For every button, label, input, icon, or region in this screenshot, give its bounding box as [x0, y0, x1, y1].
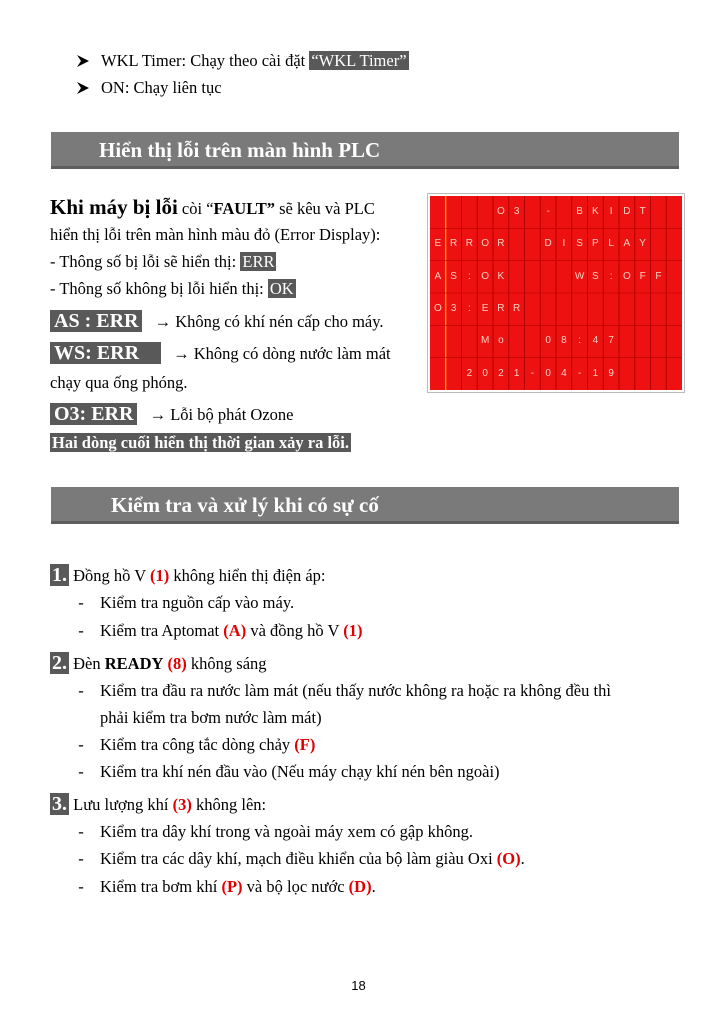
troubleshoot-item — [100, 592, 294, 614]
bullet-text: ON: Chạy liên tục — [101, 78, 222, 97]
text-run: Kiểm tra bơm khí — [100, 877, 222, 896]
plc-cell: R — [513, 303, 521, 314]
troubleshoot-item — [100, 821, 473, 843]
plc-cell: : — [467, 303, 471, 314]
plc-cell: 3 — [513, 206, 520, 217]
ok-badge: OK — [269, 279, 294, 298]
as-error-badge: AS : ERR — [50, 310, 142, 332]
plc-cell: 9 — [608, 367, 614, 379]
plc-cell — [666, 293, 682, 325]
plc-cell — [540, 261, 556, 293]
o3-error-line — [50, 401, 293, 428]
bullet-text: WKL Timer: Chạy theo cài đặt — [101, 51, 310, 70]
ws-error-badge: WS: ERR — [50, 342, 161, 364]
ok-legend — [50, 278, 296, 300]
plc-cell: - — [530, 367, 535, 379]
reference-label: (P) — [221, 877, 243, 896]
text-run: Kiểm tra các dây khí, mạch điều khiển của bộ làm giàu Oxi — [100, 849, 497, 868]
dash-bullet: - — [78, 735, 84, 754]
troubleshoot-item — [100, 620, 362, 642]
plc-cell — [446, 325, 462, 357]
plc-cell: 3 — [450, 303, 457, 314]
plc-cell: M — [480, 335, 490, 347]
plc-cell: - — [577, 367, 582, 379]
troubleshoot-heading — [50, 650, 267, 677]
plc-cell: 1 — [513, 367, 520, 379]
err-legend-text: - Thông số bị lỗi sẽ hiển thị: — [50, 252, 241, 271]
plc-cell — [556, 293, 572, 325]
section-title: Kiểm tra và xử lý khi có sự cố — [111, 493, 379, 517]
troubleshoot-item-cont: phải kiểm tra bơm nước làm mát) — [100, 708, 322, 727]
reference-label: (F) — [294, 735, 316, 754]
plc-cell — [525, 196, 541, 228]
text-run: Lưu lượng khí — [69, 795, 173, 814]
fault-word: FAULT” — [213, 199, 275, 218]
reference-label: (1) — [150, 566, 170, 585]
plc-cell — [588, 293, 604, 325]
plc-cell: S — [450, 270, 457, 282]
fault-intro-text-2: sẽ kêu và PLC — [274, 199, 375, 218]
text-run: Kiểm tra công tắc dòng chảy — [100, 735, 295, 754]
plc-cell — [509, 325, 525, 357]
reference-label: (O) — [496, 849, 521, 868]
plc-cell — [477, 196, 493, 228]
plc-cell: 2 — [466, 367, 473, 379]
troubleshoot-item — [100, 761, 500, 783]
fault-intro — [50, 194, 375, 222]
plc-cell — [430, 325, 446, 357]
plc-cell: K — [592, 206, 599, 217]
plc-cell: S — [592, 270, 599, 282]
plc-cell: R — [465, 238, 473, 250]
bullet-wkl-timer — [101, 50, 409, 72]
plc-cell: - — [546, 206, 550, 217]
plc-row — [430, 325, 682, 357]
plc-cell: I — [609, 206, 613, 217]
plc-cell: W — [574, 270, 585, 282]
troubleshoot-item — [100, 848, 525, 870]
text-run: không sáng — [186, 654, 267, 673]
step-number: 3. — [52, 793, 67, 815]
plc-row — [430, 228, 682, 260]
step-number: 1. — [52, 564, 67, 586]
reference-label: (1) — [343, 621, 363, 640]
fault-line2: hiển thị lỗi trên màn hình màu đỏ (Error Display): — [50, 225, 381, 244]
plc-cell: F — [639, 270, 646, 282]
step-number: 2. — [52, 652, 67, 674]
dash-bullet: - — [78, 621, 84, 640]
plc-cell: R — [497, 303, 505, 314]
plc-cell: 7 — [608, 335, 614, 347]
text-run: . — [520, 849, 525, 868]
plc-cell: 8 — [561, 335, 567, 347]
plc-cell — [651, 325, 667, 357]
troubleshoot-item — [100, 680, 611, 702]
plc-cell — [619, 325, 635, 357]
troubleshoot-item — [100, 734, 315, 756]
plc-cell: 1 — [592, 367, 599, 379]
plc-cell — [446, 358, 462, 390]
plc-cell — [666, 228, 682, 260]
plc-cell: S — [576, 238, 583, 250]
dash-bullet: - — [78, 849, 84, 868]
plc-row — [430, 293, 682, 325]
text-run: Đồng hồ V — [69, 566, 150, 585]
reference-label: (8) — [167, 654, 187, 673]
text-run: không hiển thị điện áp: — [169, 566, 326, 585]
text-run: Kiểm tra nguồn cấp vào máy. — [100, 593, 295, 612]
fault-intro-bold: Khi máy bị lỗi — [50, 195, 178, 219]
text-run: Kiểm tra đầu ra nước làm mát (nếu thấy nước không ra hoặc ra không đều thì — [100, 681, 611, 700]
plc-cell — [651, 196, 667, 228]
plc-cell — [525, 293, 541, 325]
troubleshoot-heading — [50, 791, 266, 818]
plc-cell: L — [608, 238, 614, 250]
last-note-text: Hai dòng cuối hiển thị thời gian xảy ra lỗi. — [52, 433, 350, 452]
plc-cell — [635, 293, 651, 325]
plc-cell: O — [433, 303, 442, 314]
plc-cell: Y — [639, 238, 646, 250]
dash-bullet: - — [78, 681, 84, 700]
plc-cell: R — [497, 238, 505, 250]
text-run: và bộ lọc nước — [242, 877, 349, 896]
plc-cell — [619, 358, 635, 390]
plc-cell: O — [496, 206, 505, 217]
plc-cell — [509, 228, 525, 260]
plc-cell: O — [481, 238, 490, 250]
plc-cell — [462, 196, 478, 228]
troubleshoot-item — [100, 876, 376, 898]
text-run: READY — [104, 654, 164, 673]
plc-cell — [651, 358, 667, 390]
dash-bullet: - — [78, 762, 84, 781]
ws-error-desc: → Không có dòng nước làm mát — [173, 344, 391, 363]
section-header-plc-errors — [51, 132, 679, 169]
plc-cell: 0 — [482, 367, 488, 379]
reference-label: (D) — [348, 877, 372, 896]
section-header-troubleshooting — [51, 487, 679, 524]
troubleshoot-heading — [50, 562, 326, 589]
plc-cell: : — [609, 270, 613, 282]
plc-cell: : — [578, 335, 582, 347]
plc-cell — [666, 358, 682, 390]
plc-cell — [556, 261, 572, 293]
plc-cell: E — [481, 303, 489, 314]
plc-cell — [525, 261, 541, 293]
plc-cell: F — [655, 270, 662, 282]
plc-cell: I — [562, 238, 566, 250]
plc-cell — [525, 325, 541, 357]
dash-bullet: - — [78, 822, 84, 841]
plc-cell: O — [481, 270, 490, 282]
section-title: Hiển thị lỗi trên màn hình PLC — [99, 138, 381, 162]
err-legend — [50, 251, 276, 273]
plc-cell — [462, 325, 478, 357]
plc-cell — [540, 293, 556, 325]
ok-legend-text: - Thông số không bị lỗi hiển thị: — [50, 279, 268, 298]
plc-cell — [651, 228, 667, 260]
plc-cell — [556, 196, 572, 228]
text-run: Kiểm tra dây khí trong và ngoài máy xem có gập không. — [100, 822, 473, 841]
o3-error-badge: O3: ERR — [50, 403, 137, 425]
plc-cell — [619, 293, 635, 325]
reference-label: (A) — [223, 621, 247, 640]
page-number: 18 — [351, 978, 366, 993]
plc-cell: B — [576, 206, 583, 217]
err-badge: ERR — [242, 252, 275, 271]
plc-cell — [666, 196, 682, 228]
plc-cell: : — [467, 270, 471, 282]
plc-cell: E — [434, 238, 442, 250]
plc-error-display — [428, 194, 684, 392]
ws-error-desc-cont: chạy qua ống phóng. — [50, 373, 188, 392]
plc-cell — [509, 261, 525, 293]
dash-bullet: - — [78, 593, 84, 612]
plc-cell: D — [623, 206, 631, 217]
plc-row — [430, 261, 682, 293]
plc-cell: O — [622, 270, 631, 282]
plc-cell: 4 — [561, 367, 567, 379]
plc-cell: K — [497, 270, 505, 282]
plc-cell: R — [450, 238, 458, 250]
text-run: Kiểm tra khí nén đầu vào (Nếu máy chạy khí nén bên ngoài) — [100, 762, 500, 781]
plc-cell — [635, 358, 651, 390]
text-run: không lên: — [191, 795, 267, 814]
plc-cell — [603, 293, 619, 325]
bullet-on — [101, 77, 222, 99]
text-run: . — [371, 877, 376, 896]
plc-cell — [651, 293, 667, 325]
plc-cell: T — [639, 206, 646, 217]
text-run: Kiểm tra Aptomat — [100, 621, 224, 640]
plc-cell: 0 — [545, 367, 551, 379]
plc-cell: A — [623, 238, 631, 250]
plc-row — [430, 196, 682, 228]
reference-label: (3) — [172, 795, 192, 814]
text-run: và đồng hồ V — [246, 621, 344, 640]
arrow-bullet-icon — [76, 81, 90, 95]
plc-cell — [666, 325, 682, 357]
text-run: Đèn — [69, 654, 105, 673]
o3-error-desc: → Lỗi bộ phát Ozone — [149, 405, 294, 424]
plc-cell — [635, 325, 651, 357]
last-note — [50, 432, 351, 454]
as-error-line — [50, 308, 384, 335]
plc-row — [430, 358, 682, 390]
plc-cell: D — [544, 238, 552, 250]
plc-cell: 4 — [592, 335, 599, 347]
plc-cell — [446, 196, 462, 228]
dash-bullet: - — [78, 877, 84, 896]
as-error-desc: → Không có khí nén cấp cho máy. — [154, 312, 384, 331]
plc-cell — [666, 261, 682, 293]
plc-cell: 0 — [545, 335, 551, 347]
plc-cell — [430, 358, 446, 390]
fault-intro-text: còi “ — [177, 199, 214, 218]
arrow-bullet-icon — [76, 54, 90, 68]
plc-cell: 2 — [498, 367, 504, 379]
plc-cell — [525, 228, 541, 260]
plc-cell — [430, 196, 446, 228]
plc-cell: A — [434, 270, 442, 282]
plc-cell: P — [592, 238, 599, 250]
plc-cell — [572, 293, 588, 325]
highlight-wkl-timer: “WKL Timer” — [311, 51, 407, 70]
ws-error-line — [50, 340, 391, 367]
plc-cell: o — [498, 335, 504, 347]
